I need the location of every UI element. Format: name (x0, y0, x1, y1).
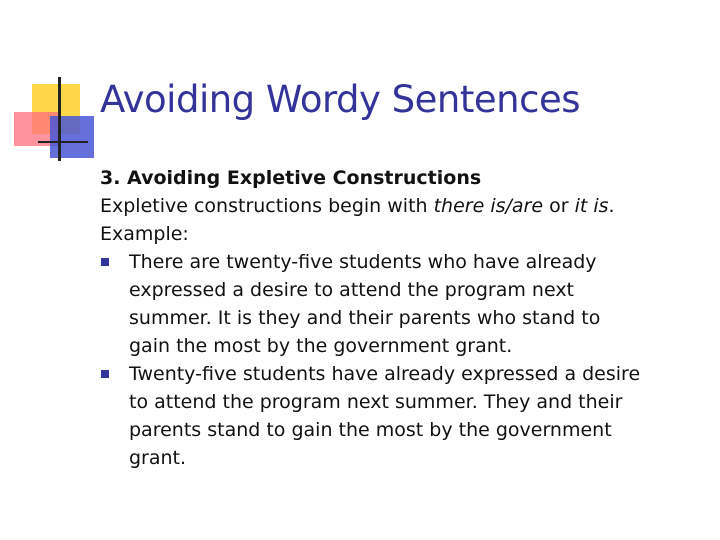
bullet-line: expressed a desire to attend the program next (129, 279, 575, 301)
intro-part-1: Expletive constructions begin with (100, 195, 434, 217)
decorative-horizontal-line (38, 141, 88, 143)
bullet-line: Twenty-five students have already expressed a desire (129, 363, 641, 385)
intro-italic-1: there is/are (433, 195, 544, 217)
bullet-item-concise (100, 360, 710, 472)
intro-text (100, 192, 710, 220)
intro-part-2: or (543, 195, 575, 217)
decorative-vertical-line (58, 77, 61, 161)
slide-title: Avoiding Wordy Sentences (100, 78, 580, 121)
decorative-blue-square (50, 116, 94, 158)
square-bullet-icon (101, 370, 109, 378)
square-bullet-icon (101, 258, 109, 266)
bullet-line: grant. (129, 447, 187, 469)
section-heading: 3. Avoiding Expletive Constructions (100, 167, 482, 189)
bullet-line: gain the most by the government grant. (129, 335, 513, 357)
bullet-line: to attend the program next summer. They and their (129, 391, 623, 413)
intro-part-3: . (608, 195, 615, 217)
bullet-line: There are twenty-five students who have already (129, 251, 597, 273)
bullet-item-wordy (100, 248, 710, 360)
intro-italic-2: it is (574, 195, 609, 217)
bullet-line: summer. It is they and their parents who stand to (129, 307, 601, 329)
slide-body (100, 164, 710, 472)
bullet-line: parents stand to gain the most by the government (129, 419, 612, 441)
example-label: Example: (100, 223, 189, 245)
